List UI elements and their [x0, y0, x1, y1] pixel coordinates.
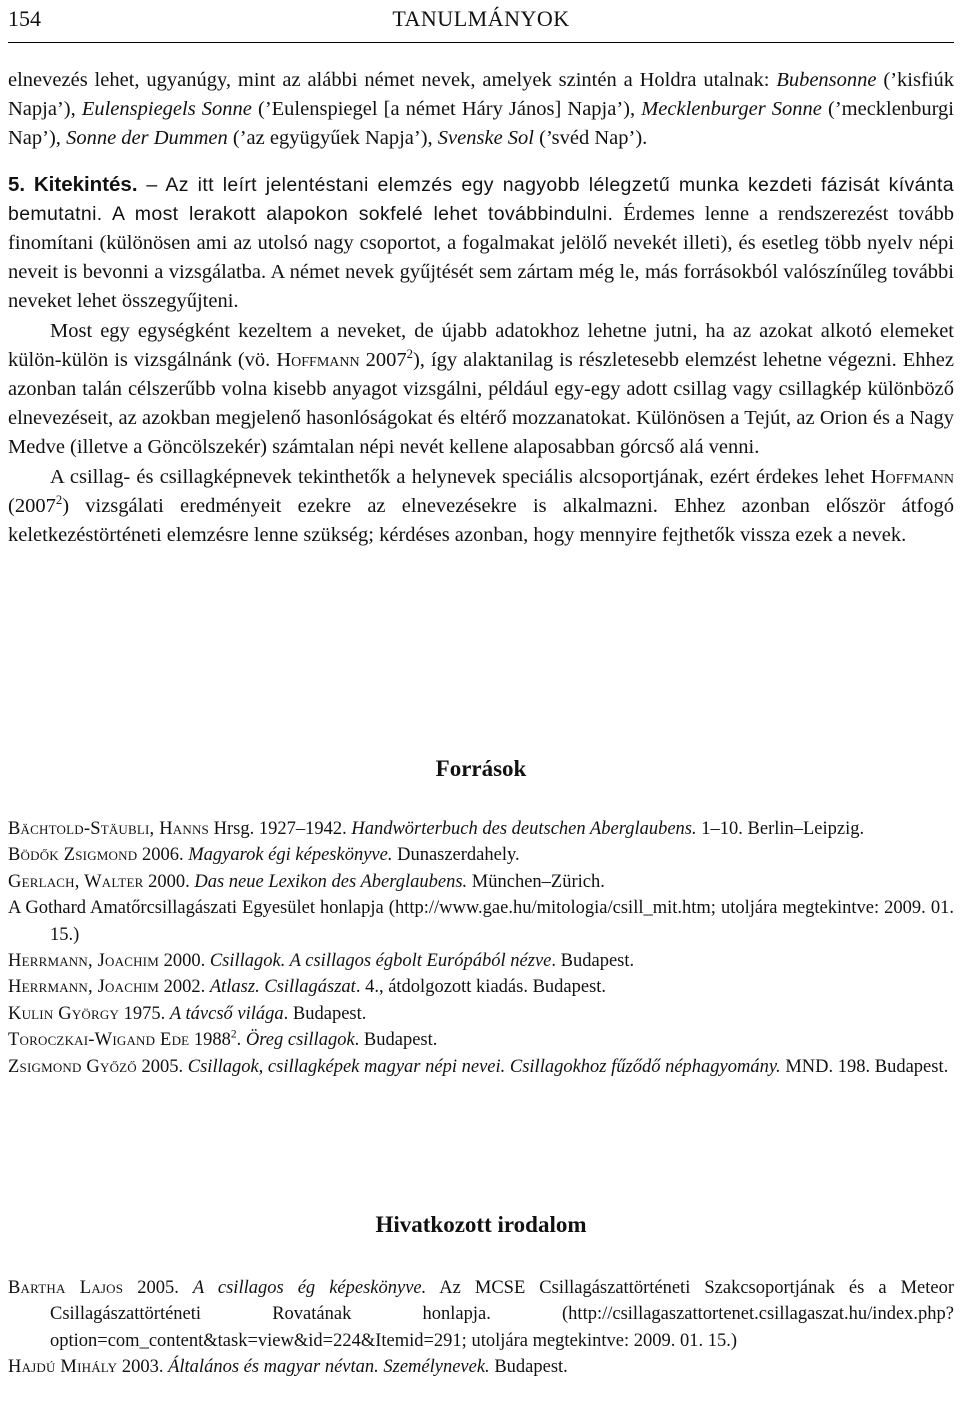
german-name: Svenske Sol: [437, 127, 534, 150]
german-name: Eulenspiegels Sonne: [81, 98, 252, 121]
reference-text: .: [236, 1030, 246, 1051]
reference-author: Zsigmond Győző: [8, 1056, 137, 1077]
reference-title: Atlasz. Csillagászat: [209, 977, 356, 998]
reference-title: Általános és magyar névtan. Személynevek.: [168, 1357, 490, 1378]
reference-text: . 4., átdolgozott kiadás. Budapest.: [355, 977, 607, 998]
page-number: 154: [8, 6, 41, 31]
german-name: Mecklenburger Sonne: [641, 98, 822, 121]
reference-text: . Budapest.: [354, 1030, 438, 1051]
reference-text: 2000.: [158, 951, 210, 972]
reference-author: Herrmann, Joachim: [8, 977, 159, 998]
reference-entry: [8, 1027, 954, 1053]
literature-heading: Hivatkozott irodalom: [375, 1212, 587, 1237]
reference-author: Toroczkai-Wigand Ede: [8, 1030, 190, 1051]
section-5-paragraph: [8, 170, 954, 317]
section-lead-text: – Az itt leírt jelentéstani elemzés egy nagyobb lélegzetű munka kezdeti fázisát kívánta bemutatni. A most lerakott alapokon sokfelé lehet továbbindulni.: [8, 173, 954, 225]
reference-text: 2005.: [123, 1278, 193, 1298]
reference-text: 2002.: [158, 977, 210, 998]
running-header: [8, 2, 954, 43]
text: Most egy egységként kezeltem a neveket, de újabb adatokhoz lehetne jutni, ha az azokat alkotó elemeket külön-külön is vizsgálnánk (vö.: [8, 319, 954, 371]
reference-text: . Budapest.: [551, 951, 635, 972]
reference-entry: [8, 948, 954, 974]
reference-text: Dunaszerdahely.: [392, 845, 520, 866]
text: ) vizsgálati eredményeit ezekre az elnevezésekre is alkalmazni. Ehhez azonban először átfogó keletkezéstörténeti elemzésre lenne szükség; kérdéses azonban, hogy mennyire fejthetők vissza ezek a nevek.: [8, 494, 954, 547]
edition-superscript: 2: [406, 346, 413, 361]
body-text: [8, 66, 954, 550]
paragraph: [8, 317, 954, 463]
reference-author: Bödők Zsigmond: [8, 845, 138, 866]
reference-title: Csillagok, csillagképek magyar népi nevei. Csillagokhoz fűződő néphagyomány.: [187, 1056, 781, 1077]
reference-entry: [8, 816, 954, 842]
text: (’Eulenspiegel [a német Háry János] Napja’),: [251, 98, 642, 121]
reference-entry: [8, 895, 954, 948]
edition-superscript: 2: [230, 1028, 237, 1041]
reference-text: Budapest.: [489, 1357, 568, 1378]
reference-text: MND. 198. Budapest.: [780, 1056, 949, 1077]
reference-author: Gerlach, Walter: [8, 871, 144, 892]
reference-text: 1975.: [119, 1003, 170, 1024]
sources-list: [8, 816, 954, 1080]
reference-text: 1–10. Berlin–Leipzig.: [696, 819, 865, 839]
citation-author: Hoffmann: [276, 348, 360, 371]
text: (’kisfiúk Napja’),: [8, 69, 954, 121]
literature-list: [8, 1275, 954, 1381]
text: ), így alaktanilag is részletesebb elemzést lehetne végezni. Ehhez azonban talán célszerűbb volna kisebb anyagot vizsgálni, például egy-egy adott csillag vagy csillagkép különböző elnevezéseit, az azokban megjelenő hasonlóságokat és eltérő mozzanatokat. Különösen a Tejút, az Orion és a Nagy Medve (illetve a Göncölszekér) számtalan népi nevét kellene alaposabban górcső alá venni.: [8, 348, 955, 459]
reference-author: Bächtold-Stäubli, Hanns: [8, 819, 209, 839]
reference-author: Hajdú Mihály: [8, 1357, 118, 1378]
reference-text: Az MCSE Csillagászattörténeti Szakcsoportjának és a Meteor Csillagászattörténeti Rovatának honlapja. (http://csillagaszattortenet.csillagaszat.hu/index.php?option=com_content&task=view&id=224&Itemid=291; utoljára megtekintve: 2009. 01. 15.): [50, 1278, 955, 1351]
reference-entry: [8, 869, 954, 895]
paragraph: [8, 463, 954, 551]
citation-year: 2007: [359, 348, 407, 371]
reference-text: 2005.: [136, 1056, 188, 1077]
reference-entry: [8, 1001, 954, 1027]
intro-paragraph: [8, 66, 954, 154]
text: (’az együgyűek Napja’),: [227, 127, 438, 150]
section-heading: 5. Kitekintés.: [8, 172, 138, 196]
reference-title: Öreg csillagok: [245, 1030, 355, 1051]
running-title: TANULMÁNYOK: [392, 6, 570, 31]
reference-text: 2003.: [117, 1357, 169, 1378]
sources-heading: Források: [435, 756, 527, 781]
reference-text: 2006.: [137, 845, 189, 866]
reference-author: Bartha Lajos: [8, 1278, 124, 1298]
text: A csillag- és csillagképnevek tekinthetők a helynevek speciális alcsoportjának, ezért érdekes lehet: [50, 465, 871, 488]
citation-author: Hoffmann: [870, 465, 954, 488]
reference-entry: [8, 1354, 954, 1380]
reference-entry: [8, 1054, 954, 1080]
text: (’mecklenburgi Nap’),: [8, 98, 954, 150]
reference-text: 2000.: [143, 871, 195, 892]
reference-entry: [8, 974, 954, 1000]
reference-entry: [8, 1275, 954, 1354]
reference-author: Herrmann, Joachim: [8, 951, 159, 972]
reference-title: A csillagos ég képeskönyve.: [192, 1278, 427, 1298]
citation-year: (2007: [8, 494, 56, 517]
edition-superscript: 2: [55, 492, 63, 507]
reference-title: Magyarok égi képeskönyve.: [188, 845, 393, 866]
reference-title: A távcső világa: [169, 1003, 284, 1024]
reference-author: Kulin György: [8, 1003, 120, 1024]
reference-title: Csillagok. A csillagos égbolt Európából nézve: [209, 951, 552, 972]
text: elnevezés lehet, ugyanúgy, mint az alábbi német nevek, amelyek szintén a Holdra utalnak:: [8, 69, 777, 91]
reference-text: München–Zürich.: [467, 871, 605, 892]
text: Érdemes lenne a rendszerezést tovább finomítani (különösen ami az utolsó nagy csoportot, a fogalmakat jelölő nevekét illeti), és esetleg több nyelv népi neveit is bevonni a vizsgálatba. A német nevek gyűjtését sem zártam még le, más forrásokból valószínűleg további neveket lehet összegyűjteni.: [8, 202, 955, 313]
reference-text: A Gothard Amatőrcsillagászati Egyesület honlapja (http://www.gae.hu/mitologia/csill_mit.htm; utoljára megtekintve: 2009. 01. 15.): [8, 898, 954, 945]
reference-text: 1988: [189, 1030, 231, 1051]
reference-title: Handwörterbuch des deutschen Aberglaubens.: [351, 819, 697, 839]
reference-text: . Budapest.: [283, 1003, 367, 1024]
reference-text: Hrsg. 1927–1942.: [208, 819, 352, 839]
text: (’svéd Nap’).: [534, 127, 648, 150]
german-name: Bubensonne: [776, 69, 877, 91]
reference-entry: [8, 842, 954, 868]
reference-title: Das neue Lexikon des Aberglaubens.: [194, 871, 468, 892]
german-name: Sonne der Dummen: [66, 127, 228, 150]
